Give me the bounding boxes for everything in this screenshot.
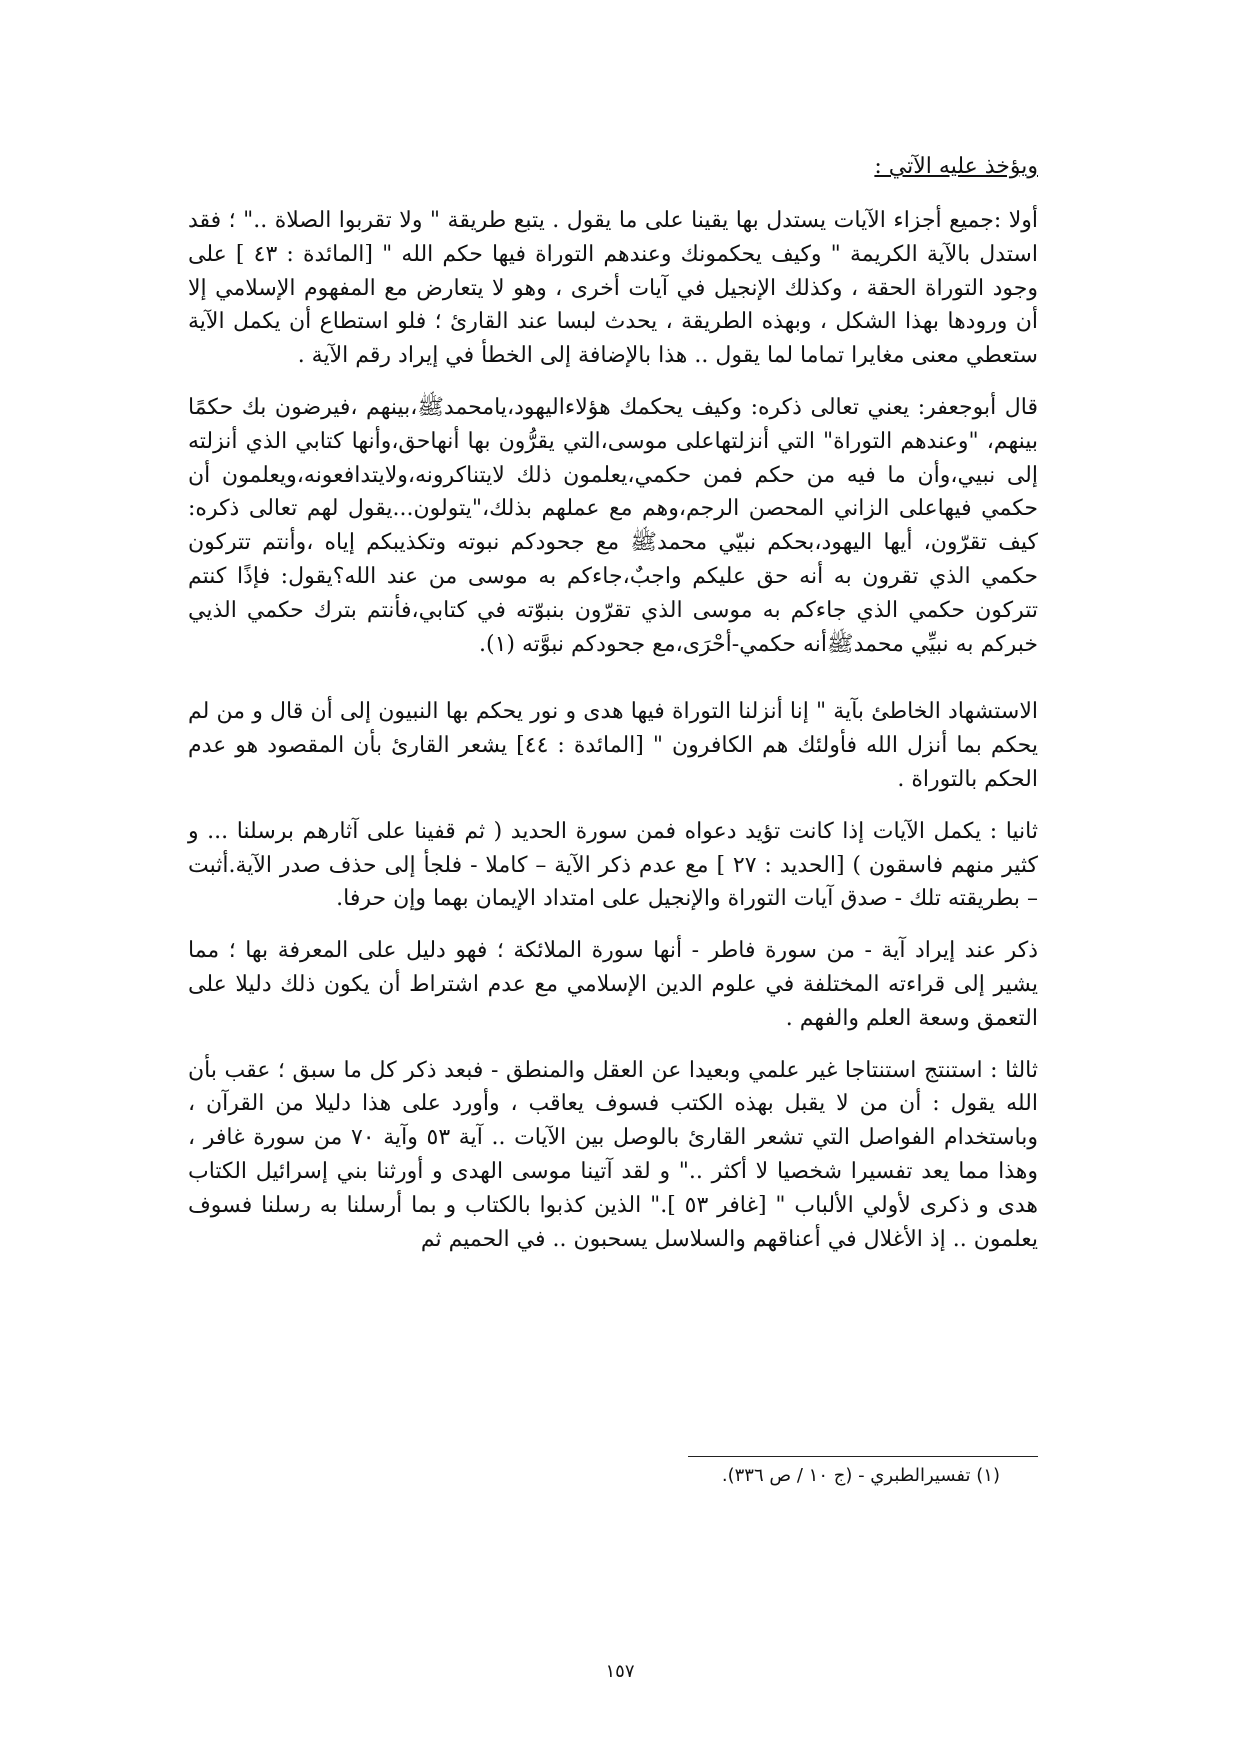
footnote-separator: [688, 1456, 1038, 1457]
section-heading: ويؤخذ عليه الآتي :: [874, 154, 1038, 179]
paragraph-third-point: ثالثا : استنتج استنتاجا غير علمي وبعيدا عن العقل والمنطق - فبعد ذكر كل ما سبق ؛ عقب بأن الله يقول : أن من لا يقبل بهذه الكتب فسوف يعاقب ، وأورد على هذا دليلا من القرآن ، وباستخدام الفواصل التي تشعر القارئ بالوصل بين الآيات .. آية ٥٣ وآية ٧٠ من سورة غافر ، وهذا مما يعد تفسيرا شخصيا لا أكثر .." و لقد آتينا موسى الهدى و أورثنا بني إسرائيل الكتاب هدى و ذكرى لأولي الألباب " [غافر ٥٣ ]." الذين كذبوا بالكتاب و بما أرسلنا به رسلنا فسوف يعلمون .. إذ الأغلال في أعناقهم والسلاسل يسحبون .. في الحميم ثم: [188, 1057, 1039, 1252]
page-body: [188, 150, 1038, 1274]
paragraph-surah-fatir: ذكر عند إيراد آية - من سورة فاطر - أنها سورة الملائكة ؛ فهو دليل على المعرفة بها ؛ مما يشير إلى قراءته المختلفة في علوم الدين الإسلامي مع عدم اشتراط أن يكون ذلك دليلا على التعمق وسعة العلم والفهم .: [188, 938, 1038, 1031]
page-number: ١٥٧: [605, 1661, 635, 1682]
paragraph-second-point: ثانيا : يكمل الآيات إذا كانت تؤيد دعواه فمن سورة الحديد ( ثم قفينا على آثارهم برسلنا ... و كثير منهم فاسقون ) [الحديد : ٢٧ ] مع عدم ذكر الآية – كاملا - فلجأ إلى حذف صدر الآية.أثبت – بطريقته تلك - صدق آيات التوراة والإنجيل على امتداد الإيمان بهما وإن حرفا.: [188, 818, 1039, 912]
paragraph-wrong-citation: الاستشهاد الخاطئ بآية " إنا أنزلنا التوراة فيها هدى و نور يحكم بها النبيون إلى أن قال و من لم يحكم بما أنزل الله فأولئك هم الكافرون " [المائدة : ٤٤] يشعر القارئ بأن المقصود هو عدم الحكم بالتوراة .: [188, 699, 1038, 792]
paragraph-first-point: أولا :جميع أجزاء الآيات يستدل بها يقينا على ما يقول . يتبع طريقة " ولا تقربوا الصلاة .." ؛ فقد استدل بالآية الكريمة " وكيف يحكمونك وعندهم التوراة فيها حكم الله " [المائدة : ٤٣ ] على وجود التوراة الحقة ، وكذلك الإنجيل في آيات أخرى ، وهو لا يتعارض مع المفهوم الإسلامي إلا أن ورودها بهذا الشكل ، وبهذه الطريقة ، يحدث لبسا عند القارئ ؛ فلو استطاع أن يكمل الآية ستعطي معنى مغايرا تماما لما يقول .. هذا بالإضافة إلى الخطأ في إيراد رقم الآية .: [188, 208, 1038, 369]
paragraph-tabari-quote: قال أبوجعفر: يعني تعالى ذكره: وكيف يحكمك هؤلاءاليهود،يامحمدﷺ،بينهم ،فيرضون بك حكمًا بينهم، "وعندهم التوراة" التي أنزلتهاعلى موسى،التي يقرُّون بها أنهاحق،وأنها كتابي الذي أنزلته إلى نبيي،وأن ما فيه من حكم فمن حكمي،يعلمون ذلك لايتناكرونه،ولايتدافعونه،ويعلمون أن حكمي فيهاعلى الزاني المحصن الرجم،وهم مع عملهم بذلك،"يتولون...يقول لهم تعالى ذكره: كيف تقرّون، أيها اليهود،بحكم نبيّي محمدﷺ مع جحودكم نبوته وتكذيبكم إياه ،وأنتم تتركون حكمي الذي تقرون به أنه حق عليكم واجبٌ،جاءكم به موسى من عند الله؟يقول: فإذًا كنتم تتركون حكمي الذي جاءكم به موسى الذي تقرّون بنبوّته في كتابي،فأنتم بترك حكمي الذيي خبركم به نبيِّي محمدﷺأنه حكمي-أحْرَى،مع جحودكم نبوَّته (١).: [188, 394, 1038, 657]
footnote: (١) تفسيرالطبري - (ج ١٠ / ص ٣٣٦).: [721, 1465, 1000, 1486]
